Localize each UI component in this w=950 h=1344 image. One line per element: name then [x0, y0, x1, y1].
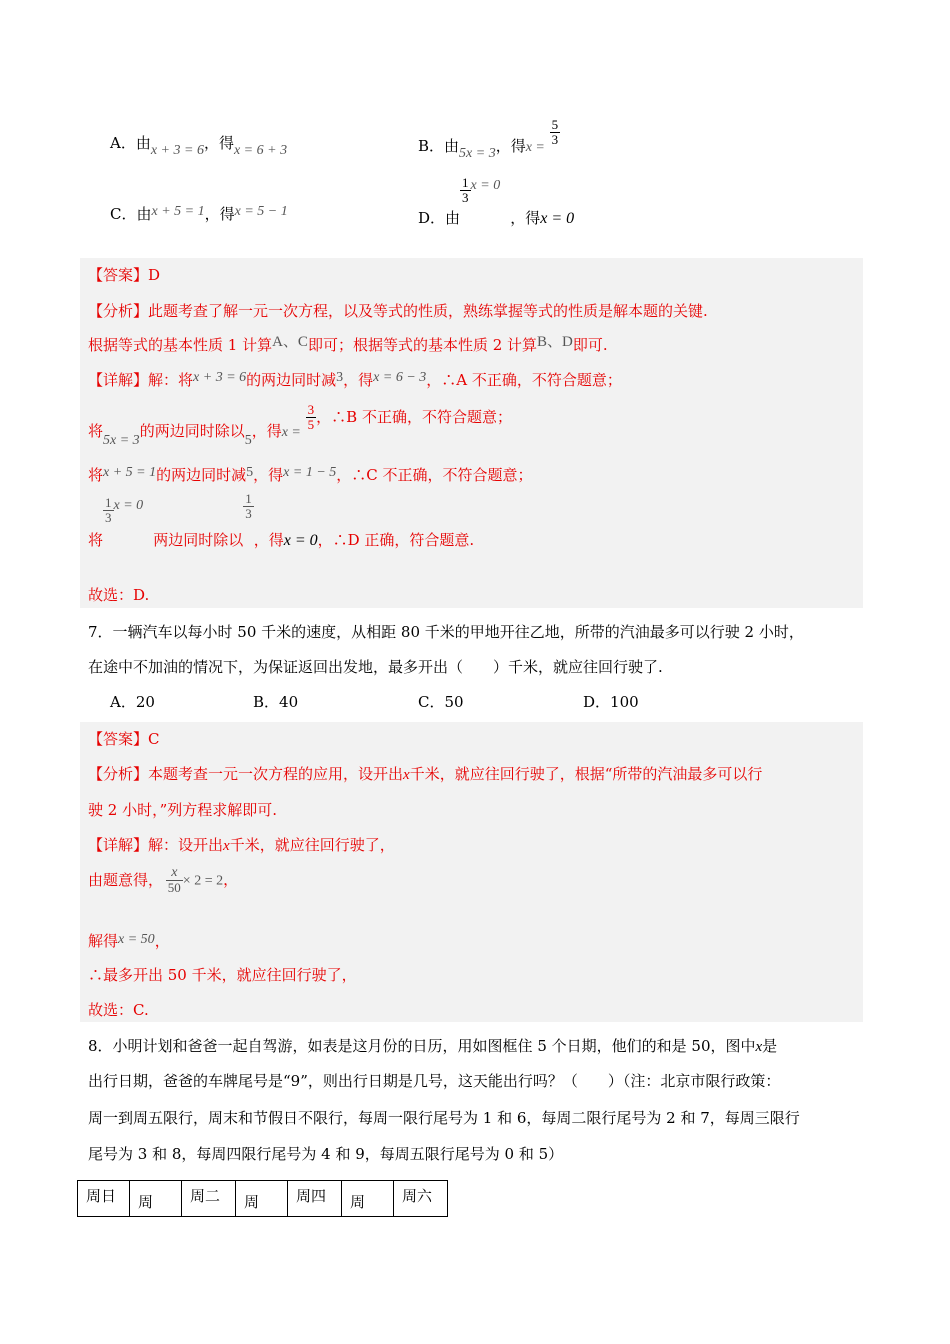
q7-detail-line3: 解得x = 50，	[88, 932, 170, 950]
q7-analysis-line2: 驶 2 小时，”列方程求解即可.	[88, 801, 278, 819]
q7-analysis-line1: 【分析】本题考查一元一次方程的应用，设开出x千米，就应往回行驶了，根据“所带的汽油最多可以行	[88, 765, 763, 783]
q6-detail-line3: 将x + 5 = 1的两边同时减5，得x = 1 − 5，∴C 不正确，不符合题意；	[88, 465, 533, 484]
q8-stem-line4: 尾号为 3 和 8，每周四限行尾号为 4 和 9，每周五限行尾号为 0 和 5）	[88, 1145, 564, 1163]
q7-stem-line1: 7．一辆汽车以每小时 50 千米的速度，从相距 80 千米的甲地开往乙地，所带的汽油最多可以行驶 2 小时，	[88, 623, 804, 641]
q6-analysis-line2: 根据等式的基本性质 1 计算A、C即可；根据等式的基本性质 2 计算B、D即可.	[88, 334, 608, 354]
q6-option-d[interactable]: D．由 $\frac{1}{3}$ x = 0，得x = 0	[418, 175, 575, 227]
q6-option-d-fraction: $\frac{1}{3}$	[462, 175, 469, 205]
q6-option-a-eq2: x = 6 + 3	[233, 143, 288, 158]
q8-stem-line2: 出行日期，爸爸的车牌尾号是“9”，则出行日期是几号，这天能出行吗？（ ）（注：北京市限行政策：	[88, 1072, 781, 1090]
q7-detail-fraction: $\frac{x}{50}$	[167, 865, 181, 895]
q6-detail-line2: 将5x = 3的两边同时除以5，得x = $\frac{3}{5}$ ，∴B 不正确，不符合题意；	[88, 402, 512, 448]
q6-detail-fraction-1-3: $\frac{1}{3}$	[105, 495, 112, 525]
q8-calendar-table	[77, 1180, 448, 1217]
q7-option-a[interactable]: A．20	[110, 693, 155, 711]
q6-detail-line1: 【详解】解：将x + 3 = 6的两边同时减3，得x = 6 − 3，∴A 不正确，不符合题意；	[88, 370, 622, 389]
calendar-header-row	[78, 1181, 448, 1217]
calendar-header-sat: 周六	[394, 1181, 448, 1217]
q7-detail-line2: 由题意得， $\frac{x}{50}$ × 2 = 2，	[88, 865, 239, 895]
calendar-header-wed: 周	[236, 1181, 288, 1217]
q6-option-b-fraction: $\frac{5}{3}$	[551, 117, 559, 147]
q7-detail-line4: ∴最多开出 50 千米，就应往回行驶了，	[88, 966, 357, 984]
q6-option-a-eq1: x + 3 = 6	[150, 143, 204, 158]
q6-option-a[interactable]: A．由x + 3 = 6，得x = 6 + 3	[110, 134, 288, 158]
q7-choose: 故选：C.	[88, 1001, 149, 1019]
q6-detail-fraction-1-3-b: $\frac{1}{3}$	[245, 491, 252, 521]
q6-choose: 故选：D.	[88, 586, 150, 604]
q6-detail-fraction-3-5: $\frac{3}{5}$	[307, 402, 315, 432]
q6-detail-line4: 将 $\frac{1}{3}$ x = 0两边同时除以 $\frac{1}{3}$ ，得x = 0，∴D 正确，符合题意.	[88, 491, 475, 549]
calendar-header-mon: 周	[130, 1181, 182, 1217]
q6-option-c[interactable]: C．由x + 5 = 1，得x = 5 − 1	[110, 204, 288, 223]
calendar-header-fri: 周	[342, 1181, 394, 1217]
q6-answer: 【答案】D	[88, 266, 161, 284]
q7-option-b[interactable]: B．40	[253, 693, 299, 711]
calendar-header-thu: 周四	[288, 1181, 342, 1217]
q8-stem-line3: 周一到周五限行，周末和节假日不限行，每周一限行尾号为 1 和 6，每周二限行尾号为 2 和 7，每周三限行	[88, 1109, 800, 1127]
q7-detail-line1: 【详解】解：设开出x千米，就应往回行驶了，	[88, 836, 395, 854]
q7-option-d[interactable]: D．100	[583, 693, 639, 711]
calendar-header-tue: 周二	[182, 1181, 236, 1217]
calendar-header-sun: 周日	[78, 1181, 130, 1217]
q7-stem-line2: 在途中不加油的情况下，为保证返回出发地，最多开出（ ）千米，就应往回行驶了.	[88, 658, 663, 676]
q6-analysis: 【分析】此题考查了解一元一次方程，以及等式的性质，熟练掌握等式的性质是解本题的关键.	[88, 302, 708, 320]
q7-answer: 【答案】C	[88, 730, 160, 748]
q7-option-c[interactable]: C．50	[418, 693, 464, 711]
q6-option-b[interactable]: B．由5x = 3，得x = $\frac{5}{3}$	[418, 117, 559, 161]
q8-stem-line1: 8．小明计划和爸爸一起自驾游，如表是这月份的日历，用如图框住 5 个日期，他们的和是 50，图中x是	[88, 1037, 778, 1055]
